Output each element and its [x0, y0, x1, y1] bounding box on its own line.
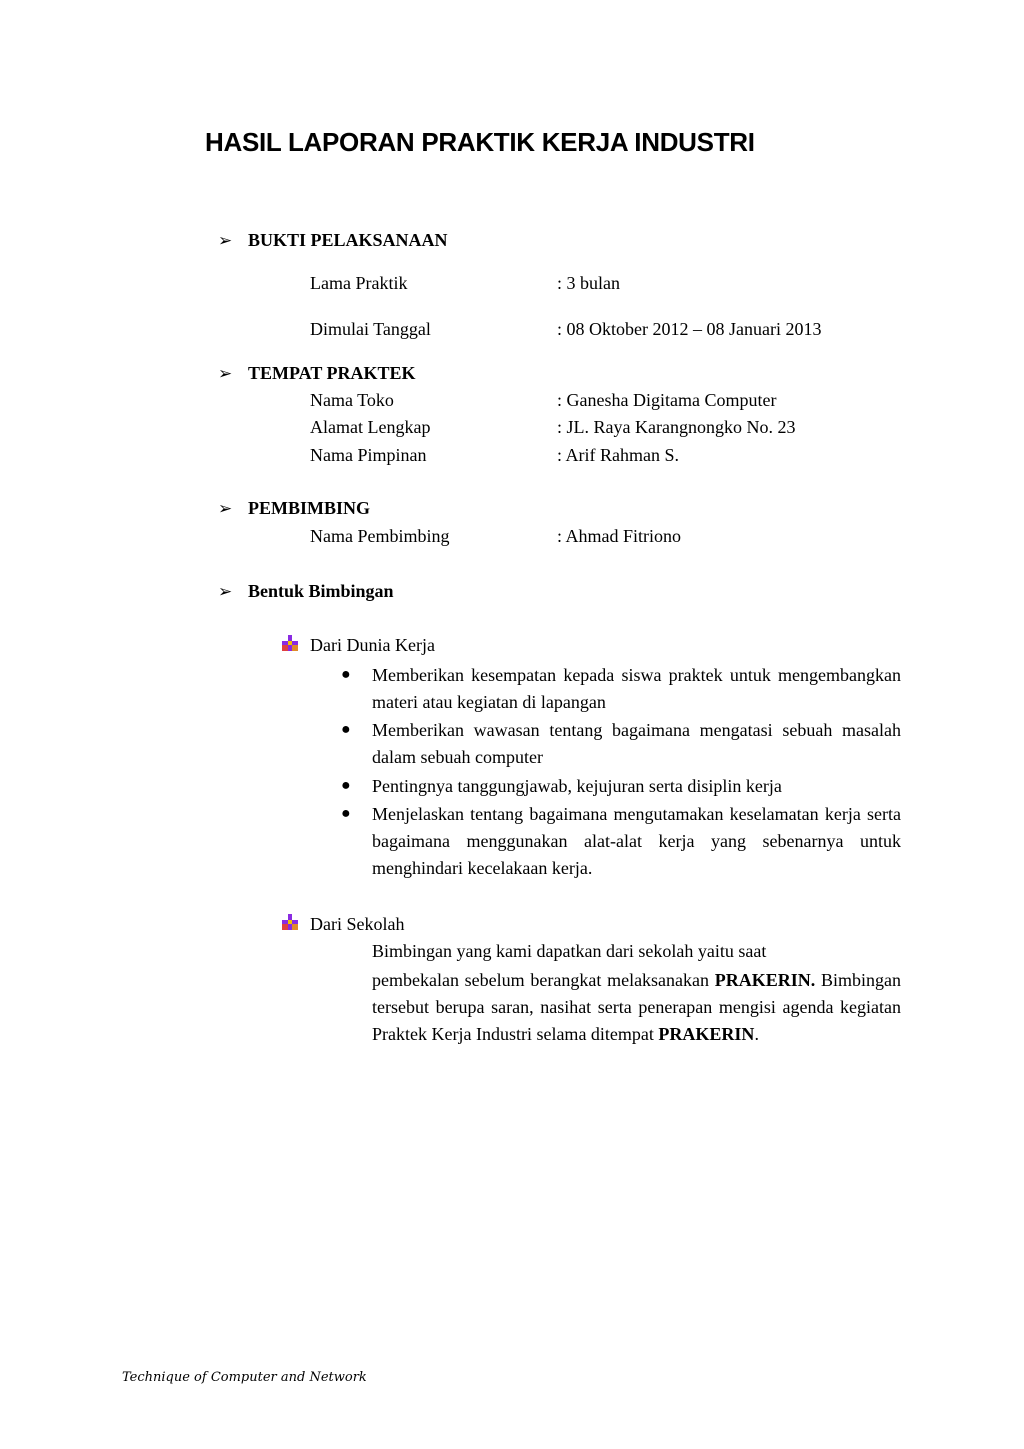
field-label: Nama Toko: [310, 390, 394, 410]
subsection-label-sekolah: Dari Sekolah: [310, 914, 405, 934]
arrow-bullet-icon: ➢: [218, 582, 233, 601]
paragraph: [372, 967, 901, 1048]
cross-bullet-icon: [282, 635, 298, 656]
arrow-bullet-icon: ➢: [218, 499, 233, 518]
field-value: : 3 bulan: [557, 273, 620, 293]
field-label: Alamat Lengkap: [310, 417, 431, 437]
field-value: : JL. Raya Karangnongko No. 23: [557, 417, 796, 437]
bullet-dot: ●: [341, 721, 351, 738]
field-value: : 08 Oktober 2012 – 08 Januari 2013: [557, 319, 822, 339]
paragraph-end: .: [754, 1024, 759, 1044]
bullet-dot: ●: [341, 666, 351, 683]
list-item: Pentingnya tanggungjawab, kejujuran serta disiplin kerja: [372, 776, 782, 796]
paragraph-bold: PRAKERIN: [658, 1024, 755, 1044]
field-value: : Ahmad Fitriono: [557, 526, 682, 546]
arrow-bullet-icon: ➢: [218, 364, 233, 383]
bullet-dot: ●: [341, 777, 351, 794]
field-value: : Arif Rahman S.: [557, 445, 679, 465]
cross-bullet-icon: [282, 914, 298, 935]
field-label: Nama Pimpinan: [310, 445, 427, 465]
paragraph-text: Bimbingan tersebut berupa saran, nasihat serta penerapan mengisi agenda kegiatan Praktek Kerja Industri selama ditempat: [372, 970, 902, 1044]
section-heading-bukti: BUKTI PELAKSANAAN: [248, 230, 448, 250]
list-item: Memberikan wawasan tentang bagaimana mengatasi sebuah masalah dalam sebuah computer: [372, 720, 901, 767]
field-value: : Ganesha Digitama Computer: [557, 390, 777, 410]
list-item: Menjelaskan tentang bagaimana mengutamakan keselamatan kerja serta bagaimana menggunakan alat-alat kerja yang sebenarnya untuk menghindari kecelakaan kerja.: [372, 804, 901, 878]
field-label: Dimulai Tanggal: [310, 319, 431, 339]
list-item: Memberikan kesempatan kepada siswa praktek untuk mengembangkan materi atau kegiatan di lapangan: [372, 665, 901, 712]
section-heading-tempat: TEMPAT PRAKTEK: [248, 363, 416, 383]
subsection-label-dunia-kerja: Dari Dunia Kerja: [310, 635, 435, 655]
paragraph-text: pembekalan sebelum berangkat melaksanakan: [372, 970, 710, 990]
bullet-dot: ●: [341, 805, 351, 822]
section-heading-bentuk: Bentuk Bimbingan: [248, 581, 394, 601]
footer-text: Technique of Computer and Network: [122, 1370, 367, 1385]
field-label: Lama Praktik: [310, 273, 408, 293]
paragraph-line: Bimbingan yang kami dapatkan dari sekolah yaitu saat: [372, 941, 767, 961]
page-title: HASIL LAPORAN PRAKTIK KERJA INDUSTRI: [205, 127, 755, 157]
arrow-bullet-icon: ➢: [218, 231, 233, 250]
paragraph-bold: PRAKERIN.: [714, 970, 816, 990]
field-label: Nama Pembimbing: [310, 526, 450, 546]
section-heading-pembimbing: PEMBIMBING: [248, 498, 371, 518]
